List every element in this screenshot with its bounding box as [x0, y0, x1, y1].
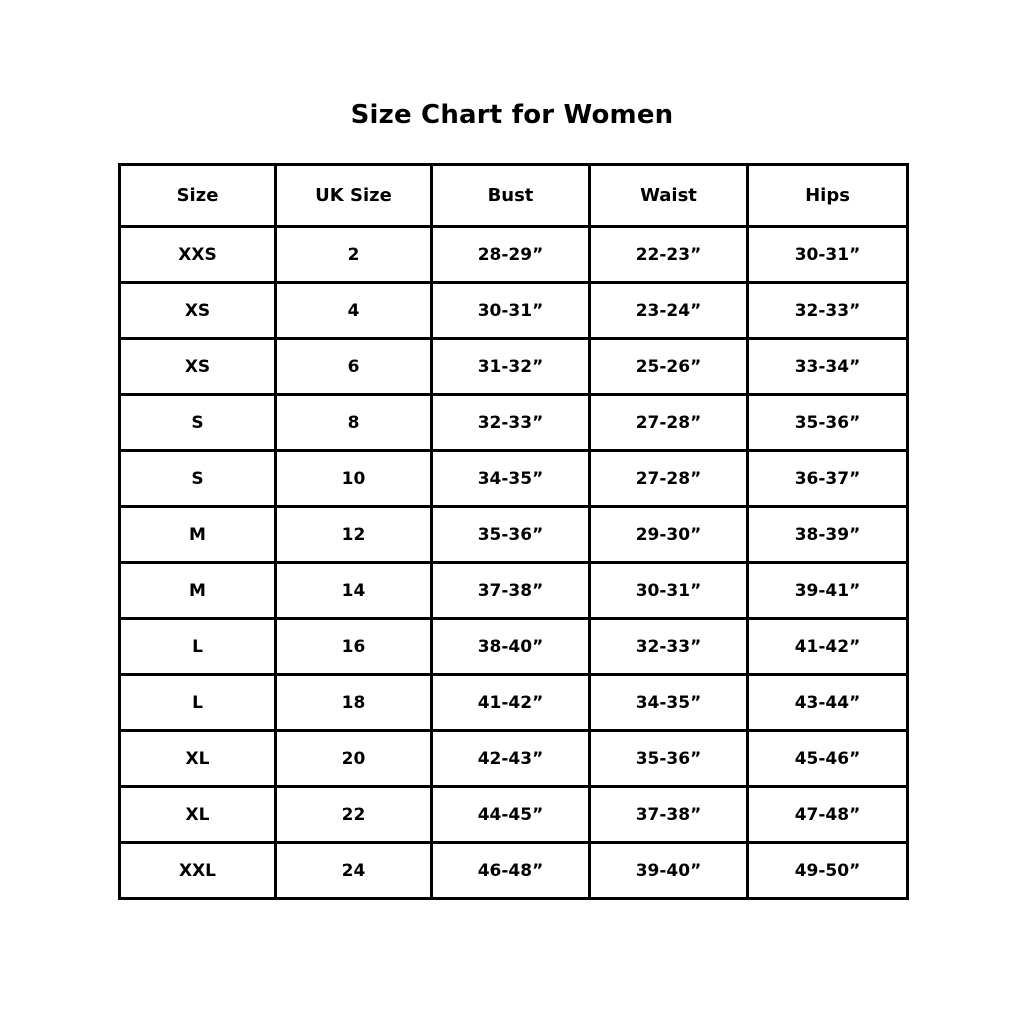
cell-waist: 34-35”: [590, 675, 748, 731]
cell-uk-size: 2: [276, 227, 432, 283]
cell-size: M: [120, 507, 276, 563]
cell-bust: 37-38”: [432, 563, 590, 619]
cell-waist: 27-28”: [590, 451, 748, 507]
cell-uk-size: 8: [276, 395, 432, 451]
cell-uk-size: 14: [276, 563, 432, 619]
cell-hips: 43-44”: [748, 675, 908, 731]
cell-size: S: [120, 395, 276, 451]
cell-uk-size: 4: [276, 283, 432, 339]
cell-hips: 45-46”: [748, 731, 908, 787]
cell-uk-size: 6: [276, 339, 432, 395]
table-row: [120, 395, 908, 451]
cell-hips: 33-34”: [748, 339, 908, 395]
table-row: [120, 619, 908, 675]
cell-size: XL: [120, 787, 276, 843]
cell-size: L: [120, 675, 276, 731]
size-table-container: [118, 163, 906, 900]
cell-uk-size: 22: [276, 787, 432, 843]
cell-uk-size: 20: [276, 731, 432, 787]
table-row: [120, 507, 908, 563]
table-row: [120, 563, 908, 619]
table-row: [120, 787, 908, 843]
cell-bust: 38-40”: [432, 619, 590, 675]
cell-hips: 38-39”: [748, 507, 908, 563]
cell-size: XL: [120, 731, 276, 787]
column-header-uk-size: UK Size: [276, 165, 432, 227]
cell-waist: 32-33”: [590, 619, 748, 675]
table-header-row: [120, 165, 908, 227]
cell-bust: 30-31”: [432, 283, 590, 339]
cell-bust: 31-32”: [432, 339, 590, 395]
cell-size: XXS: [120, 227, 276, 283]
cell-size: L: [120, 619, 276, 675]
cell-uk-size: 10: [276, 451, 432, 507]
cell-waist: 29-30”: [590, 507, 748, 563]
size-table: [118, 163, 909, 900]
cell-waist: 37-38”: [590, 787, 748, 843]
table-row: [120, 731, 908, 787]
cell-uk-size: 16: [276, 619, 432, 675]
cell-waist: 22-23”: [590, 227, 748, 283]
table-row: [120, 339, 908, 395]
cell-uk-size: 24: [276, 843, 432, 899]
cell-hips: 32-33”: [748, 283, 908, 339]
cell-bust: 42-43”: [432, 731, 590, 787]
cell-bust: 44-45”: [432, 787, 590, 843]
cell-size: XS: [120, 283, 276, 339]
table-row: [120, 451, 908, 507]
cell-size: M: [120, 563, 276, 619]
cell-waist: 23-24”: [590, 283, 748, 339]
cell-hips: 36-37”: [748, 451, 908, 507]
cell-size: XXL: [120, 843, 276, 899]
cell-uk-size: 18: [276, 675, 432, 731]
column-header-size: Size: [120, 165, 276, 227]
cell-hips: 39-41”: [748, 563, 908, 619]
column-header-hips: Hips: [748, 165, 908, 227]
column-header-bust: Bust: [432, 165, 590, 227]
cell-hips: 41-42”: [748, 619, 908, 675]
table-row: [120, 283, 908, 339]
column-header-waist: Waist: [590, 165, 748, 227]
cell-bust: 34-35”: [432, 451, 590, 507]
cell-bust: 41-42”: [432, 675, 590, 731]
table-row: [120, 675, 908, 731]
cell-uk-size: 12: [276, 507, 432, 563]
cell-waist: 39-40”: [590, 843, 748, 899]
cell-hips: 47-48”: [748, 787, 908, 843]
cell-hips: 35-36”: [748, 395, 908, 451]
page-title: Size Chart for Women: [350, 100, 674, 130]
table-row: [120, 227, 908, 283]
cell-bust: 35-36”: [432, 507, 590, 563]
cell-hips: 49-50”: [748, 843, 908, 899]
cell-bust: 46-48”: [432, 843, 590, 899]
cell-hips: 30-31”: [748, 227, 908, 283]
cell-bust: 32-33”: [432, 395, 590, 451]
table-row: [120, 843, 908, 899]
cell-size: XS: [120, 339, 276, 395]
cell-waist: 25-26”: [590, 339, 748, 395]
cell-waist: 30-31”: [590, 563, 748, 619]
cell-size: S: [120, 451, 276, 507]
cell-waist: 27-28”: [590, 395, 748, 451]
cell-waist: 35-36”: [590, 731, 748, 787]
cell-bust: 28-29”: [432, 227, 590, 283]
